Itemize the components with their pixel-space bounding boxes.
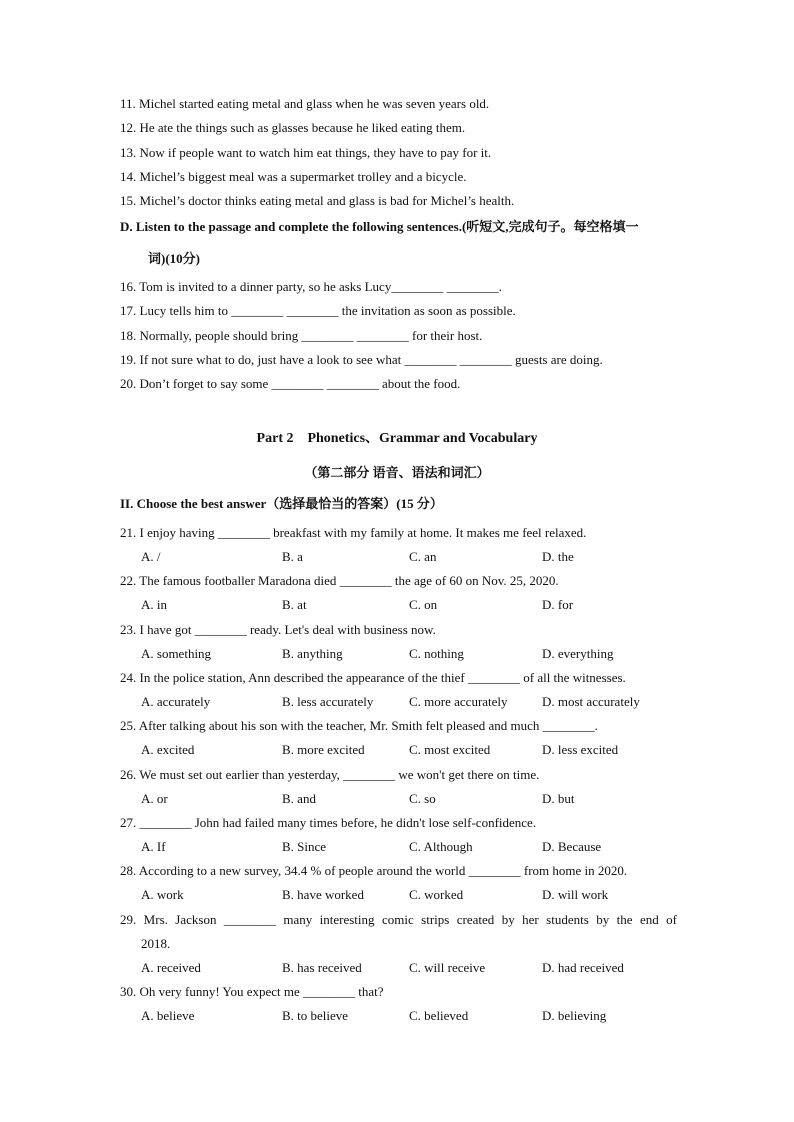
option-29-d: D. had received: [542, 960, 624, 975]
option-27-a: A. If: [141, 839, 166, 854]
option-24-b: B. less accurately: [282, 694, 374, 709]
option-24-a: A. accurately: [141, 694, 211, 709]
option-21-b: B. a: [282, 549, 303, 564]
option-22-b: B. at: [282, 597, 307, 612]
option-30-a: A. believe: [141, 1008, 195, 1023]
option-29-c: C. will receive: [409, 960, 486, 975]
option-27-b: B. Since: [282, 839, 327, 854]
question-27: 27. ________ John had failed many times before, he didn't lose self-confidence.: [120, 815, 537, 830]
question-21: 21. I enjoy having ________ breakfast with my family at home. It makes me feel relaxed.: [120, 525, 587, 540]
option-23-a: A. something: [141, 646, 212, 661]
question-26: 26. We must set out earlier than yesterday, ________ we won't get there on time.: [120, 767, 540, 782]
option-28-b: B. have worked: [282, 887, 364, 902]
question-30: 30. Oh very funny! You expect me ________ that?: [120, 984, 384, 999]
part2-subtitle: （第二部分 语音、语法和词汇）: [304, 465, 490, 480]
statement-13: 13. Now if people want to watch him eat things, they have to pay for it.: [120, 145, 492, 160]
option-27-d: D. Because: [542, 839, 602, 854]
sentence-19: 19. If not sure what to do, just have a look to see what ________ ________ guests are doing.: [120, 352, 603, 367]
option-21-c: C. an: [409, 549, 437, 564]
option-23-d: D. everything: [542, 646, 614, 661]
option-30-b: B. to believe: [282, 1008, 349, 1023]
option-25-c: C. most excited: [409, 742, 491, 757]
option-30-d: D. believing: [542, 1008, 607, 1023]
option-23-b: B. anything: [282, 646, 343, 661]
option-22-d: D. for: [542, 597, 574, 612]
option-29-b: B. has received: [282, 960, 362, 975]
option-26-c: C. so: [409, 791, 436, 806]
sentence-17: 17. Lucy tells him to ________ ________ the invitation as soon as possible.: [120, 303, 516, 318]
question-29: 29. Mrs. Jackson ________ many interesting comic strips created by her students by the end of: [120, 912, 677, 927]
question-23: 23. I have got ________ ready. Let's deal with business now.: [120, 622, 436, 637]
question-24: 24. In the police station, Ann described the appearance of the thief ________ of all the witnesses.: [120, 670, 626, 685]
option-26-b: B. and: [282, 791, 316, 806]
option-26-a: A. or: [141, 791, 168, 806]
question-22: 22. The famous footballer Maradona died ________ the age of 60 on Nov. 25, 2020.: [120, 573, 559, 588]
option-25-a: A. excited: [141, 742, 195, 757]
section-d-heading: D. Listen to the passage and complete the following sentences.(听短文,完成句子。每空格填一: [120, 219, 639, 234]
sentence-20: 20. Don’t forget to say some ________ ________ about the food.: [120, 376, 461, 391]
statement-11: 11. Michel started eating metal and glass when he was seven years old.: [120, 96, 490, 111]
part2-title: Part 2 Phonetics、Grammar and Vocabulary: [256, 431, 538, 446]
option-27-c: C. Although: [409, 839, 473, 854]
option-21-d: D. the: [542, 549, 574, 564]
question-29-cont: 2018.: [141, 936, 171, 951]
question-25: 25. After talking about his son with the teacher, Mr. Smith felt pleased and much ________.: [120, 718, 598, 733]
option-24-d: D. most accurately: [542, 694, 640, 709]
question-28: 28. According to a new survey, 34.4 % of people around the world ________ from home in 2020.: [120, 863, 628, 878]
option-26-d: D. but: [542, 791, 575, 806]
statement-15: 15. Michel’s doctor thinks eating metal and glass is bad for Michel’s health.: [120, 193, 515, 208]
option-25-d: D. less excited: [542, 742, 619, 757]
statement-12: 12. He ate the things such as glasses because he liked eating them.: [120, 120, 466, 135]
statement-14: 14. Michel’s biggest meal was a supermarket trolley and a bicycle.: [120, 169, 467, 184]
option-25-b: B. more excited: [282, 742, 365, 757]
option-22-a: A. in: [141, 597, 167, 612]
option-24-c: C. more accurately: [409, 694, 508, 709]
section-d-heading-cont: 词)(10分): [148, 251, 200, 266]
option-30-c: C. believed: [409, 1008, 469, 1023]
sentence-16: 16. Tom is invited to a dinner party, so he asks Lucy________ ________.: [120, 279, 502, 294]
section-ii-heading: II. Choose the best answer（选择最恰当的答案）(15 分）: [120, 496, 443, 511]
option-29-a: A. received: [141, 960, 201, 975]
option-28-d: D. will work: [542, 887, 609, 902]
option-21-a: A. /: [141, 549, 161, 564]
option-28-a: A. work: [141, 887, 184, 902]
option-28-c: C. worked: [409, 887, 464, 902]
option-23-c: C. nothing: [409, 646, 464, 661]
sentence-18: 18. Normally, people should bring ________ ________ for their host.: [120, 328, 483, 343]
option-22-c: C. on: [409, 597, 438, 612]
